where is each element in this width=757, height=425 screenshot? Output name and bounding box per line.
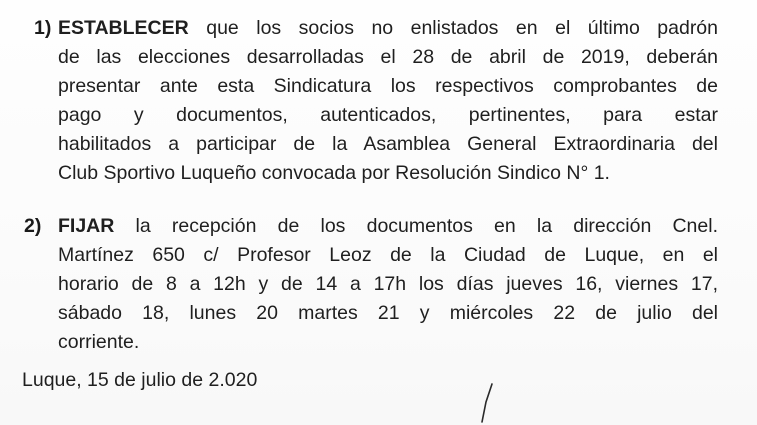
- item-2-line-4: sábado 18, lunes 20 martes 21 y miércoles 22 de julio del: [58, 302, 718, 324]
- item-1-line-6: Club Sportivo Luqueño convocada por Resolución Sindico N° 1.: [58, 162, 610, 184]
- item-1-line-4: pago y documentos, autenticados, pertinentes, para estar: [58, 104, 718, 126]
- item-1-line-2: de las elecciones desarrolladas el 28 de abril de 2019, deberán: [58, 46, 718, 68]
- item-1-line-5: habilitados a participar de la Asamblea General Extraordinaria del: [58, 133, 718, 155]
- item-1-line-1: ESTABLECER que los socios no enlistados en el último padrón: [58, 17, 718, 39]
- signature-stroke: [470, 380, 510, 425]
- item-1-keyword: ESTABLECER: [58, 17, 189, 39]
- item-1-number: 1): [34, 17, 52, 39]
- item-1-line-3: presentar ante esta Sindicatura los respectivos comprobantes de: [58, 75, 718, 97]
- item-2-line-2: Martínez 650 c/ Profesor Leoz de la Ciudad de Luque, en el: [58, 244, 718, 266]
- item-2-line-5: corriente.: [58, 331, 140, 353]
- item-2-line-1: FIJAR la recepción de los documentos en la dirección Cnel.: [58, 215, 718, 237]
- item-2-number: 2): [24, 215, 42, 237]
- place-date-line: Luque, 15 de julio de 2.020: [22, 369, 258, 391]
- item-2-line-3: horario de 8 a 12h y de 14 a 17h los días jueves 16, viernes 17,: [58, 273, 718, 295]
- item-2-keyword: FIJAR: [58, 215, 115, 237]
